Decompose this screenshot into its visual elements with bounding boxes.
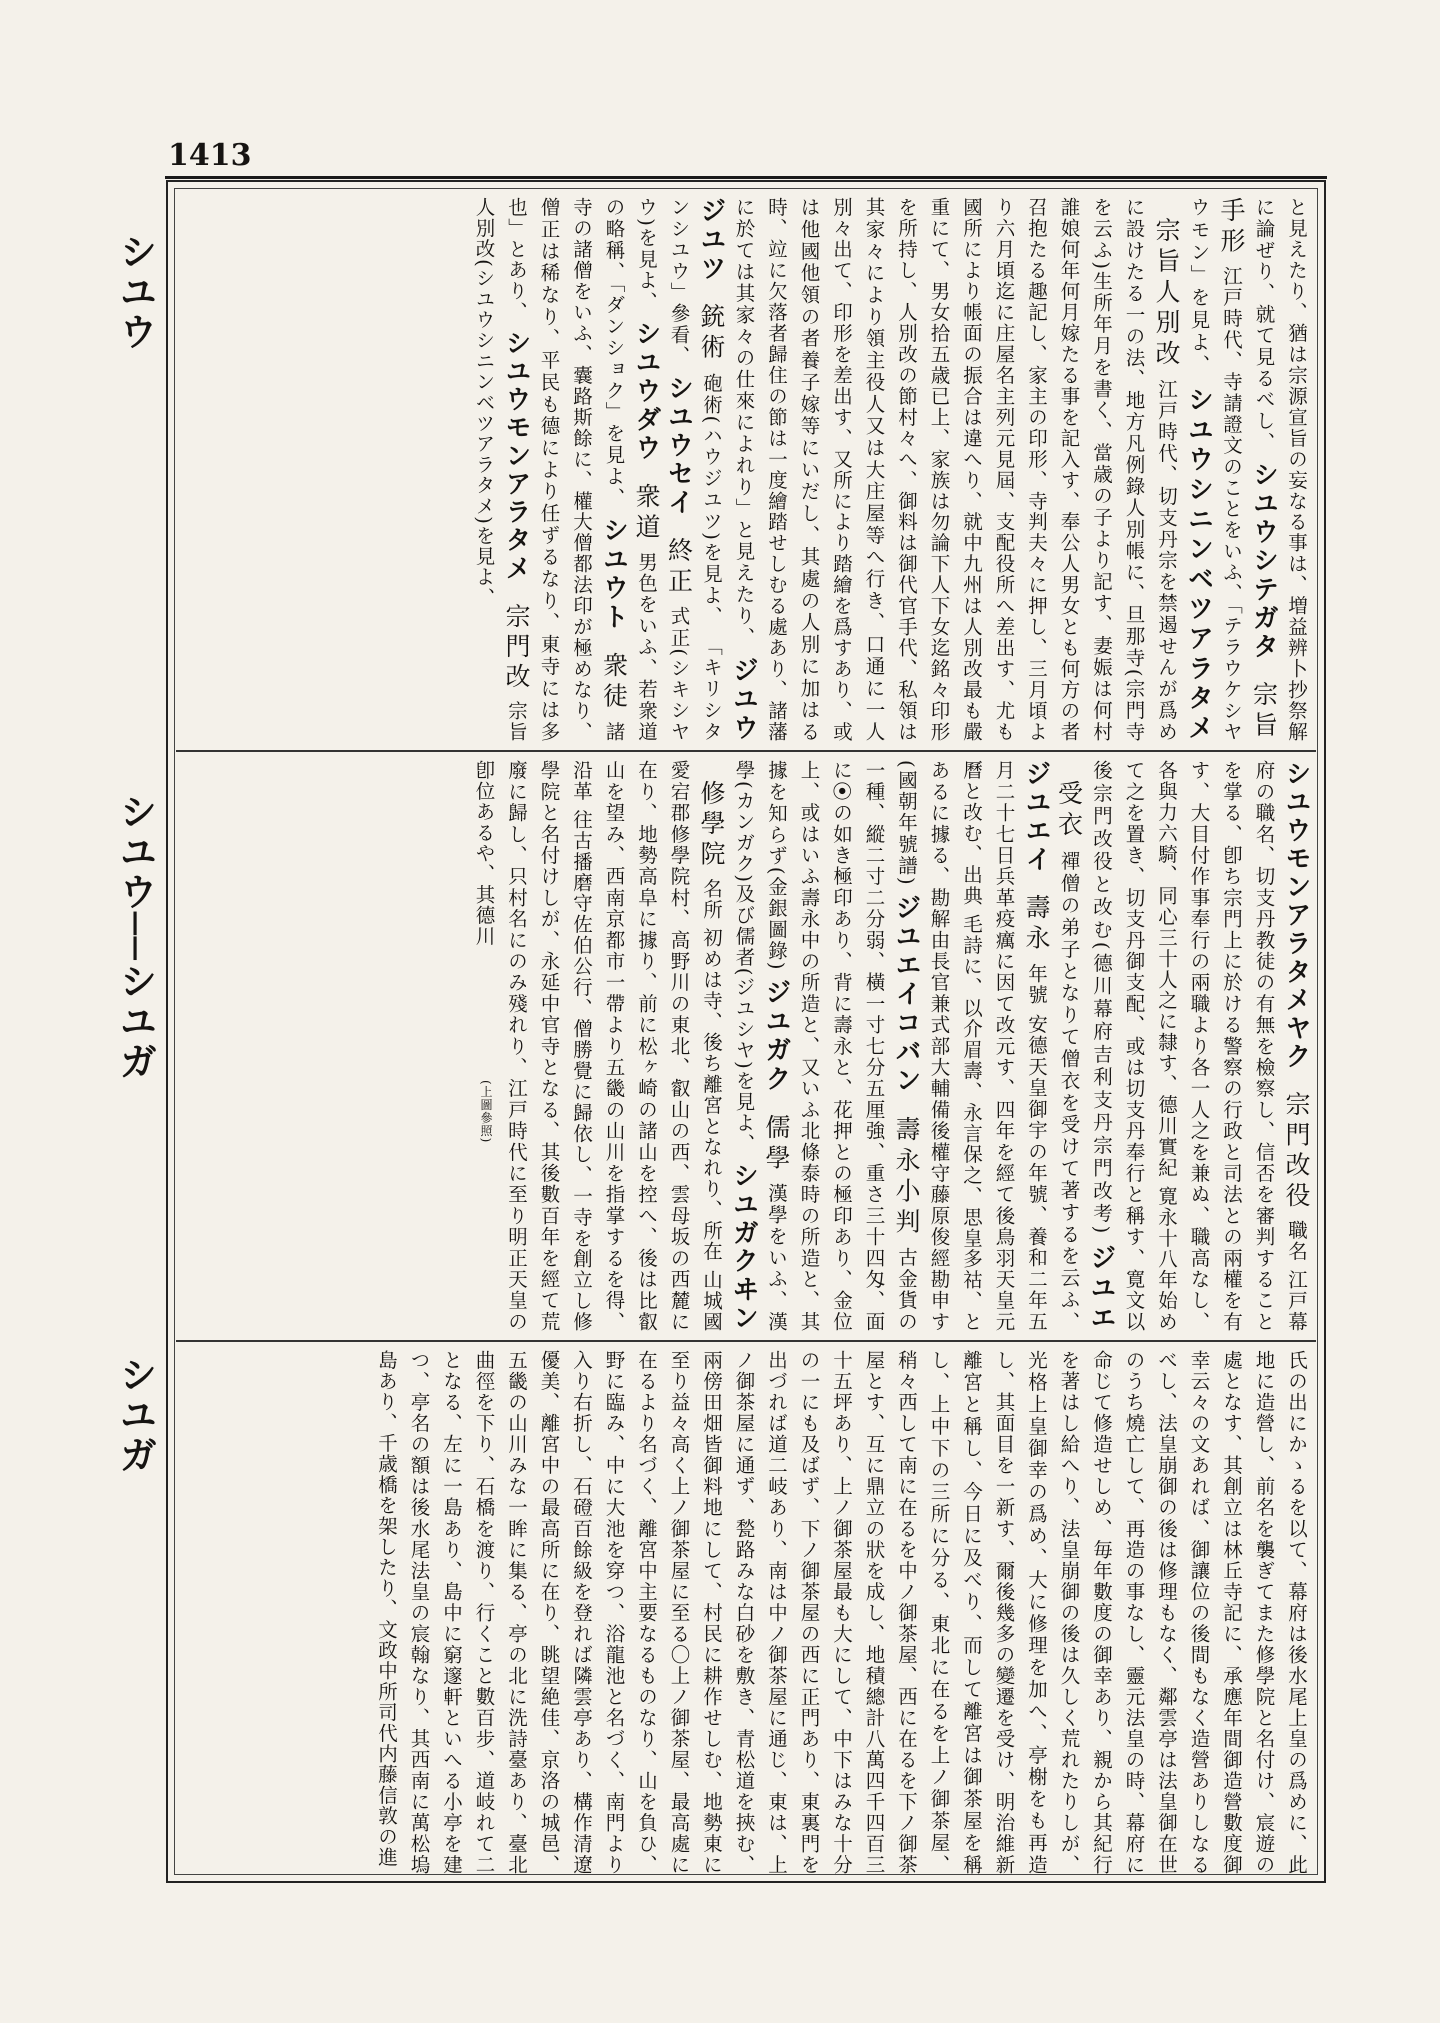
entry-text: 漢學をいふ、漢學(カンガク)及び儒者(ジユシヤ)を見よ、 <box>732 760 788 1332</box>
entry-head: シユウセイ <box>663 374 694 518</box>
section-middle <box>184 760 1312 1332</box>
page-number: 1413 <box>168 138 252 173</box>
entry-head: ジユエ <box>1086 1243 1116 1332</box>
entry-head: シユガクヰン <box>728 1162 759 1332</box>
figure-caption: (上圖參照) <box>479 1080 493 1144</box>
entry-text: 江戸時代、寺請證文のことをいふ、「テラウケシヤウモン」を見よ、 <box>1187 197 1243 742</box>
entry-head: シユウモンアラタメ <box>501 329 531 583</box>
entry-kanji: 衆徒 <box>599 651 629 714</box>
entry-text: 氏の出にかゝるを以て、幕府は後水尾上皇の爲めに、此地に造營し、前名を襲ぎてまた修學院と名付け、宸遊の處となす、其創立は林丘寺記に、承應年間御造營數度御幸云々の文あれば、御讓位の後間もなく造營ありしなるべし、法皇崩御の後は修理もなく、鄰雲亭は法皇御在世のうち燒亡して、再造の事なし、靈元法皇の時、幕府に命じて修造せしめ、毎年數度の御幸あり、親から其紀行を著はし給へり、法皇崩御の後は久しく荒れたりしが、光格上皇御幸の爲め、大に修理を加へ、亭榭をも再造し、其面目を一新す、爾後幾多の變遷を受け、明治維新離宮と稱し、今日に及べり、而して離宮は御茶屋を稱し、上中下の三所に分る、東北に在るを上ノ御茶屋、稍々西して南に在るを中ノ御茶屋、西に在るを下ノ御茶屋とす、互に鼎立の狀を成し、地積總計八萬四千四百三十五坪あり、上ノ御茶屋最も大にして、中下はみな十分の一にも及ばず、下ノ御茶屋の西に正門あり、東裏門を出づれば道二岐あり、南は中ノ御茶屋に通じ、東は、上ノ御茶屋に通ず、甃路みな白砂を敷き、青松道を挾む、兩傍田畑皆御料地にして、村民に耕作せしむ、地勢東に至り益々高く上ノ御茶屋に至る〇上ノ御茶屋、最高處に在るより名づく、離宮中主要なるものなり、山を負ひ、野に臨み、中に大池を穿つ、浴龍池と名づく、南門より入り右折し、石磴百餘級を登れば隣雲亭あり、構作清遼優美、離宮中の最高所に在り、眺望絶佳、京洛の城邑、五畿の山川みな一眸に集る、亭の北に洗詩臺あり、臺北曲徑を下り、石橋を渡り、行くこと數百步、道岐れて二となる、左に一島あり、島中に窮邃軒といへる小亭を建つ、亭名の額は後水尾法皇の宸翰なり、其西南に萬松塢島あり、千歳橋を架したり、文政中所司代内藤信敦の進 <box>375 1350 1308 1875</box>
entry-kanji: 宗旨人別改 <box>1152 217 1181 371</box>
entry-text: 年號 安德天皇御宇の年號、養和二年五月二十七日兵革疫癘に因て改元す、四年を經て後鳥羽天皇元曆と改む、出典 毛詩に、以介眉壽、永言保之、思皇多祜、とあるに據る、勘解由長官兼式部大輔備後權守藤原俊經勘申す(國朝年號譜) <box>895 760 1048 1332</box>
entry-text: 砲術(ハウジユツ)を見よ、 <box>700 372 723 628</box>
entry-head: シユウモンアラタメヤク <box>1281 760 1311 1071</box>
entry-head: ジユエイコバン <box>891 894 921 1096</box>
section-divider-1 <box>176 750 1316 752</box>
entry-head: ジユガク <box>761 978 791 1094</box>
entry-text: 式正(シキシヤウ)を見よ、 <box>635 197 691 742</box>
side-label-shiyuga: シユガ <box>113 1355 157 1475</box>
entry-head: ジユウジユツ <box>696 197 759 742</box>
entry-kanji: 宗旨手形 <box>1217 197 1279 742</box>
entry-head: シユウダウ <box>631 320 661 463</box>
header-rule <box>165 176 1327 179</box>
entry-text: 禪僧の弟子となりて僧衣を受けて著するを云ふ、 <box>1057 851 1081 1332</box>
entry-kanji: 壽永 <box>1022 894 1051 956</box>
section-divider-2 <box>176 1340 1316 1342</box>
entry-head: シユウシニンベツアラタメ <box>1183 386 1214 742</box>
entry-text: 男色をいふ、若衆道の略稱、「ダンショク」を見よ、 <box>602 197 658 742</box>
section-top <box>184 197 1312 742</box>
section-bottom <box>184 1350 1312 1875</box>
entry-kanji: 銃術 <box>697 303 726 365</box>
entry-kanji: 受衣 <box>1054 780 1084 843</box>
entry-text: 宗旨人別改(シユウシニンベツアラタメ)を見よ、 <box>472 197 528 742</box>
entry-text: 古金貨の一種、縱二寸二分弱、橫一寸七分五厘強、重さ三十四匁、面に⦿の如き極印あり、背に壽永と、花押との極印あり、金位上、或はいふ壽永中の所造と、又いふ北條泰時の所造と、其據を知らず(金銀圖錄) <box>765 760 918 1332</box>
side-label-range: シユウ──シユガ <box>113 792 157 1082</box>
entry-text: と見えたり、猶は宗源宣旨の妄なる事は、増益辨卜抄祭解に論ぜり、就て見るべし、 <box>1252 197 1308 742</box>
entry-kanji: 宗門改役 <box>1282 1090 1311 1213</box>
entry-kanji: 終正 <box>664 537 694 599</box>
entry-text: 諸寺の諸僧をいふ、囊路斯餘に、權大僧都法印が極めなり、僧正は稀なり、平民も德により任ずるなり、東寺には多也」とあり、 <box>505 197 626 742</box>
entry-kanji: 衆道 <box>632 482 661 544</box>
entry-head: ジユエイ <box>1021 760 1051 875</box>
entry-text: 職名 江戸幕府の職名、切支丹教徒の有無を檢察し、信否を審判することを掌る、卽ち宗門上に於ける警察の行政と司法との兩權を有す、大目付作事奉行の兩職より各一人之を兼ぬ、職高なし、各與力六騎、同心三十人之に隸す、德川實紀 寛永十八年始めて之を置き、切支丹御支配、或は切支丹奉行と稱す、寛文以後宗門改役と改む(德川幕府吉利支丹宗門改考) <box>1090 760 1308 1332</box>
entry-head: シユウト <box>598 516 629 632</box>
entry-kanji: 儒學 <box>762 1113 791 1175</box>
entry-kanji: 修學院 <box>697 780 726 871</box>
entry-kanji: 宗門改 <box>502 602 531 693</box>
entry-text: 江戸時代、切支丹宗を禁遏せんが爲めに設けたる一の法、地方凡例錄人別帳に、旦那寺(宗門寺を云ふ)生所年月を書く、當歳の子より記す、妻娠は何村誰娘何年何月嫁たる事を記入す、奉公人男女とも何方の者召抱たる趣記し、家主の印形、寺判夫々に押し、三月頃より六月頃迄に庄屋名主列元見屆、支配役所へ差出す、尤も國所により帳面の振合は違へり、就中九州は人別改最も嚴重にて、男女拾五歳已上、家族は勿論下人下女迄銘々印形を所持し、人別改の節村々へ、御料は御代官手代、私領は其家々により領主役人又は大庄屋等へ行き、口通に一人別々出て、印形を差出す、又所により踏繪を爲すあり、或は他國他領の者養子嫁等にいだし、其處の人別に加はる時、竝に欠落者歸住の節は一度繪踏せしむる處あり、諸藩に於ては其家々の仕來によれり」と見えたり、 <box>732 197 1178 742</box>
entry-kanji: 壽永小判 <box>892 1115 921 1239</box>
entry-text: 名所 初めは寺、後ち離宮となれり、所在 山城國愛宕郡修學院村、高野川の東北、叡山の西、雲母坂の西麓に在り、地勢高阜に據り、前に松ヶ崎の諸山を控へ、後は比叡山を望み、西南京都市一帶より五畿の山川を指掌するを得、沿革 往古播磨守佐伯公行、僧勝覺に歸依し、一寺を創立し修學院と名付けしが、永延中官寺となる、其後數百年を經て荒廢に歸し、只村名にのみ殘れり、江戸時代に至り明正天皇の卽位あるや、其德川 <box>472 760 723 1332</box>
entry-head: シユウシテガタ <box>1248 460 1279 662</box>
side-label-shiyuu: シユウ <box>113 232 157 352</box>
entry-text: 「キリシタンシユウ」參看、 <box>667 197 723 742</box>
